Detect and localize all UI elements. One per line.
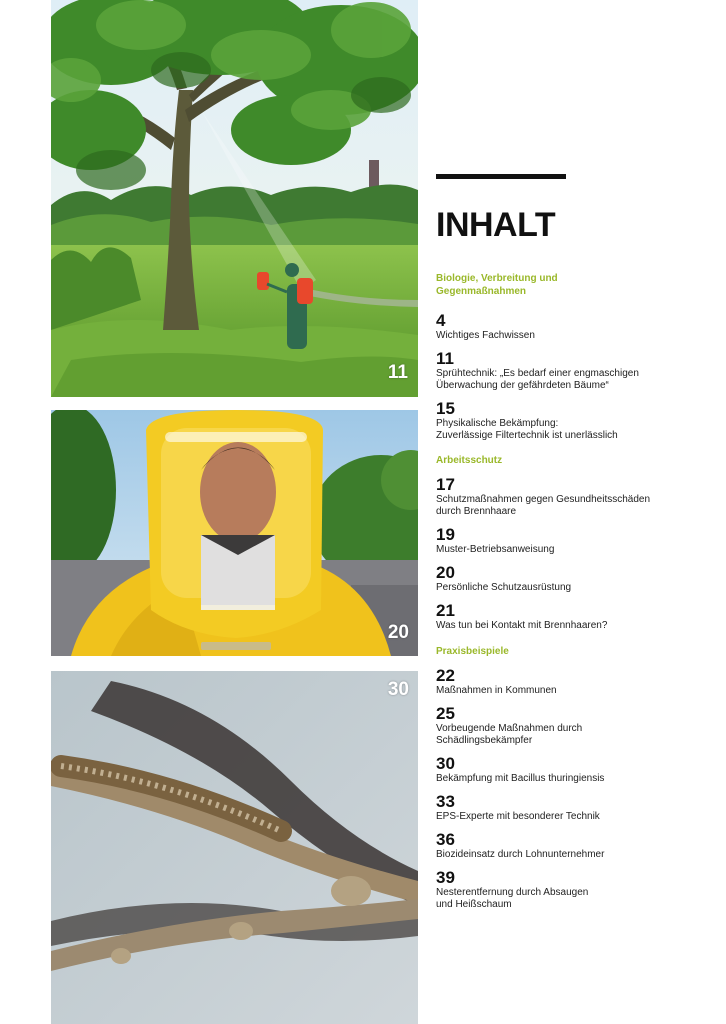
toc-entry-page: 33 [436, 792, 455, 811]
toc-entry-title: Physikalische Bekämpfung: Zuverlässige Filtertechnik ist unerlässlich [436, 418, 618, 441]
toc-entry-title: Was tun bei Kontakt mit Brennhaaren? [436, 620, 608, 631]
section-heading: Biologie, Verbreitung und Gegenmaßnahmen [436, 273, 558, 297]
toc-entry[interactable] [436, 399, 721, 442]
toc-entry-title: Sprühtechnik: „Es bedarf einer engmaschigen Überwachung der gefährdeten Bäume“ [436, 368, 639, 391]
toc-entry-page: 21 [436, 601, 455, 620]
toc-entry-page: 15 [436, 399, 455, 418]
table-of-contents [436, 174, 721, 911]
toc-entry-title: EPS-Experte mit besonderer Technik [436, 811, 600, 822]
toc-title: INHALT [436, 206, 556, 244]
toc-entry[interactable] [436, 563, 721, 594]
toc-entry-title: Schutzmaßnahmen gegen Gesundheitsschäden durch Brennhaare [436, 494, 651, 517]
toc-entry-page: 25 [436, 704, 455, 723]
title-rule [436, 174, 566, 179]
toc-entry[interactable] [436, 830, 721, 861]
toc-entry[interactable] [436, 311, 721, 342]
toc-entry-title: Wichtiges Fachwissen [436, 330, 535, 341]
toc-entry-page: 20 [436, 563, 455, 582]
toc-entry[interactable] [436, 349, 721, 392]
toc-entry[interactable] [436, 525, 721, 556]
toc-entry-title: Biozideinsatz durch Lohnunternehmer [436, 849, 605, 860]
toc-entry[interactable] [436, 475, 721, 518]
toc-entry-page: 30 [436, 754, 455, 773]
photo-page-number: 20 [387, 622, 409, 643]
toc-entry-page: 39 [436, 868, 455, 887]
tree-sprayer-photo [51, 0, 418, 397]
toc-entry[interactable] [436, 792, 721, 823]
toc-entry-page: 36 [436, 830, 455, 849]
section-heading: Arbeitsschutz [436, 455, 503, 466]
toc-entry-page: 22 [436, 666, 455, 685]
toc-entry[interactable] [436, 704, 721, 747]
caterpillar-branch-photo [51, 671, 418, 1024]
toc-entry-page: 17 [436, 475, 455, 494]
toc-entry[interactable] [436, 868, 721, 911]
toc-entry-page: 4 [436, 311, 446, 330]
photo-page-number: 30 [387, 679, 409, 700]
toc-entry-title: Maßnahmen in Kommunen [436, 685, 557, 696]
protective-suit-photo [51, 410, 418, 656]
toc-entry-title: Nesterentfernung durch Absaugen und Heißschaum [436, 887, 589, 910]
toc-entry-title: Bekämpfung mit Bacillus thuringiensis [436, 773, 605, 784]
toc-entry-page: 19 [436, 525, 455, 544]
toc-entry-page: 11 [436, 349, 454, 368]
photo-page-number: 11 [387, 362, 408, 383]
toc-entry[interactable] [436, 754, 721, 785]
toc-entry[interactable] [436, 601, 721, 632]
toc-entry-title: Persönliche Schutzausrüstung [436, 582, 572, 593]
toc-entry-title: Muster-Betriebsanweisung [436, 544, 555, 555]
section-heading: Praxisbeispiele [436, 646, 509, 657]
toc-entry[interactable] [436, 666, 721, 697]
toc-entry-title: Vorbeugende Maßnahmen durch Schädlingsbekämpfer [436, 723, 583, 746]
